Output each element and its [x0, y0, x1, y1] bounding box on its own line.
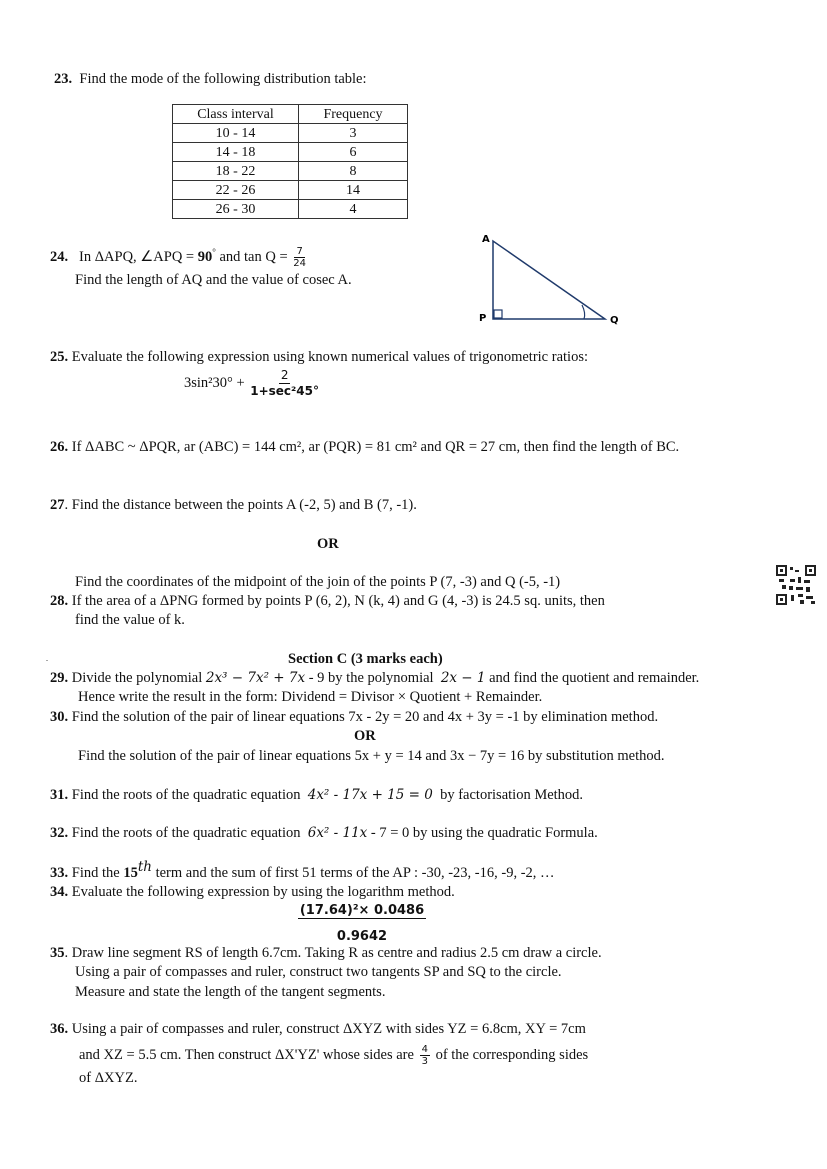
table-cell: 18 - 22 [173, 162, 299, 181]
question-text: of the corresponding sides [435, 1046, 589, 1063]
term-number: 15 [123, 865, 138, 881]
question-text: and XZ = 5.5 cm. Then construct ΔX'YZ' whose sides are [79, 1046, 414, 1063]
question-number: 25. [50, 349, 69, 365]
triangle-apq [493, 241, 605, 319]
question-text: - 7 = 0 by using the quadratic Formula. [370, 825, 598, 841]
quadratic-equation: 6x² - 11x [307, 825, 368, 841]
table-row [173, 181, 408, 200]
column-header: Class interval [173, 105, 299, 124]
or-separator: OR [354, 728, 376, 744]
question-text: Find the roots of the quadratic equation [71, 787, 301, 803]
right-triangle-figure [470, 225, 630, 330]
stray-dot: . [46, 654, 48, 663]
question-36 [50, 1020, 586, 1038]
vertex-label-a: A [482, 234, 490, 245]
question-text: Find the [71, 865, 120, 881]
question-number: 34. [50, 884, 69, 900]
table-cell: 10 - 14 [173, 124, 299, 143]
numerator: 2 [280, 368, 289, 383]
table-row [173, 143, 408, 162]
question-number: 26. [50, 439, 69, 455]
question-28 [50, 592, 605, 610]
quadratic-equation: 4x² - 17x + 15 = 0 [307, 787, 433, 803]
table-cell: 14 [299, 181, 408, 200]
question-number: 23. [54, 71, 73, 87]
question-text: Find the mode of the following distribution table: [79, 71, 367, 87]
table-cell: 6 [299, 143, 408, 162]
table-cell: 26 - 30 [173, 200, 299, 219]
polynomial-divisor: 2x − 1 [440, 670, 486, 686]
section-c-heading: Section C (3 marks each) [288, 651, 443, 667]
denominator: 3 [421, 1056, 428, 1067]
question-29-line2: Hence write the result in the form: Dividend = Divisor × Quotient + Remainder. [78, 689, 543, 705]
table-row [173, 200, 408, 219]
question-30 [50, 708, 658, 726]
question-number: 24. [50, 248, 69, 265]
question-text: by factorisation Method. [440, 787, 584, 803]
polynomial-dividend: 2x³ − 7x² + 7x [205, 670, 306, 686]
vertex-label-q: Q [610, 315, 619, 326]
question-30-alt: Find the solution of the pair of linear equations 5x + y = 14 and 3x − 7y = 16 by substitution method. [78, 748, 665, 764]
question-text: Evaluate the following expression by using the logarithm method. [71, 884, 455, 900]
fraction [293, 246, 306, 269]
denominator: 24 [293, 258, 306, 269]
numerator: 4 [421, 1044, 428, 1055]
question-text: Find the roots of the quadratic equation [71, 825, 301, 841]
question-text: and tan Q = [215, 248, 288, 265]
question-26 [50, 438, 679, 456]
question-text: . Find the distance between the points A (-2, 5) and B (7, -1). [64, 497, 417, 513]
question-number: 28. [50, 593, 69, 609]
right-angle-marker [494, 310, 502, 318]
angle-q-arc [582, 305, 585, 319]
angle-value: 90 [197, 248, 213, 265]
question-31 [50, 786, 583, 804]
question-number: 33. [50, 865, 69, 881]
question-27 [50, 496, 417, 514]
trig-expression [184, 365, 321, 401]
or-separator: OR [317, 536, 339, 552]
question-text: In ΔAPQ, ∠APQ = [79, 248, 195, 265]
question-36-line2 [79, 1044, 588, 1067]
question-number: 36. [50, 1021, 69, 1037]
question-number: 35 [50, 945, 65, 961]
table-cell: 14 - 18 [173, 143, 299, 162]
question-text: Find the solution of the pair of linear equations 7x - 2y = 20 and 4x + 3y = -1 by elimination method. [71, 709, 659, 725]
table-row [173, 124, 408, 143]
qr-code-image [776, 565, 816, 605]
table-cell: 8 [299, 162, 408, 181]
question-34 [50, 883, 455, 901]
table-row [173, 162, 408, 181]
question-number: 29. [50, 670, 69, 686]
question-28-line2: find the value of k. [75, 612, 185, 628]
question-number: 32. [50, 825, 69, 841]
table-cell: 4 [299, 200, 408, 219]
question-35-line2: Using a pair of compasses and ruler, construct two tangents SP and SQ to the circle. [75, 964, 562, 980]
question-text: - 9 by the polynomial [308, 670, 434, 686]
question-23 [54, 70, 367, 88]
question-35-line3: Measure and state the length of the tangent segments. [75, 984, 386, 1000]
numerator: 7 [296, 246, 303, 257]
question-24 [50, 246, 308, 269]
question-32 [50, 824, 598, 842]
question-29 [50, 669, 699, 687]
question-text: . Draw line segment RS of length 6.7cm. Taking R as centre and radius 2.5 cm draw a circle. [64, 945, 602, 961]
question-33 [50, 859, 555, 882]
fraction [420, 1044, 430, 1067]
question-text: term and the sum of first 51 terms of the AP : -30, -23, -16, -9, -2, … [155, 865, 555, 881]
vertex-label-p: P [479, 313, 487, 324]
degree-sign: ° [212, 246, 216, 257]
fraction [250, 368, 319, 399]
denominator: 1+sec²45° [250, 384, 320, 399]
question-number: 27 [50, 497, 65, 513]
table-header-row [173, 105, 408, 124]
question-number: 31. [50, 787, 69, 803]
expression-left: 3sin²30° + [184, 375, 245, 391]
ordinal-suffix: th [137, 859, 152, 875]
table-cell: 3 [299, 124, 408, 143]
question-25 [50, 348, 588, 366]
distribution-table [172, 104, 408, 219]
question-text: Evaluate the following expression using known numerical values of trigonometric ratios: [71, 349, 588, 365]
question-text: Divide the polynomial [71, 670, 203, 686]
question-24-line2: Find the length of AQ and the value of cosec A. [75, 272, 352, 288]
question-number: 30. [50, 709, 69, 725]
question-text: If the area of a ΔPNG formed by points P (6, 2), N (k, 4) and G (4, -3) is 24.5 sq. units, then [71, 593, 605, 609]
question-35 [50, 944, 602, 962]
question-text: Using a pair of compasses and ruler, construct ΔXYZ with sides YZ = 6.8cm, XY = 7cm [71, 1021, 586, 1037]
question-text: If ΔABC ~ ΔPQR, ar (ABC) = 144 cm², ar (PQR) = 81 cm² and QR = 27 cm, then find the length of BC. [71, 439, 680, 455]
column-header: Frequency [299, 105, 408, 124]
table-cell: 22 - 26 [173, 181, 299, 200]
question-27-alt: Find the coordinates of the midpoint of the join of the points P (7, -3) and Q (-5, -1) [75, 574, 561, 590]
log-numerator: (17.64)²× 0.0486 [299, 903, 425, 918]
question-text: and find the quotient and remainder. [489, 670, 700, 686]
log-denominator: 0.9642 [336, 929, 388, 944]
question-36-line3: of ΔXYZ. [79, 1070, 138, 1086]
